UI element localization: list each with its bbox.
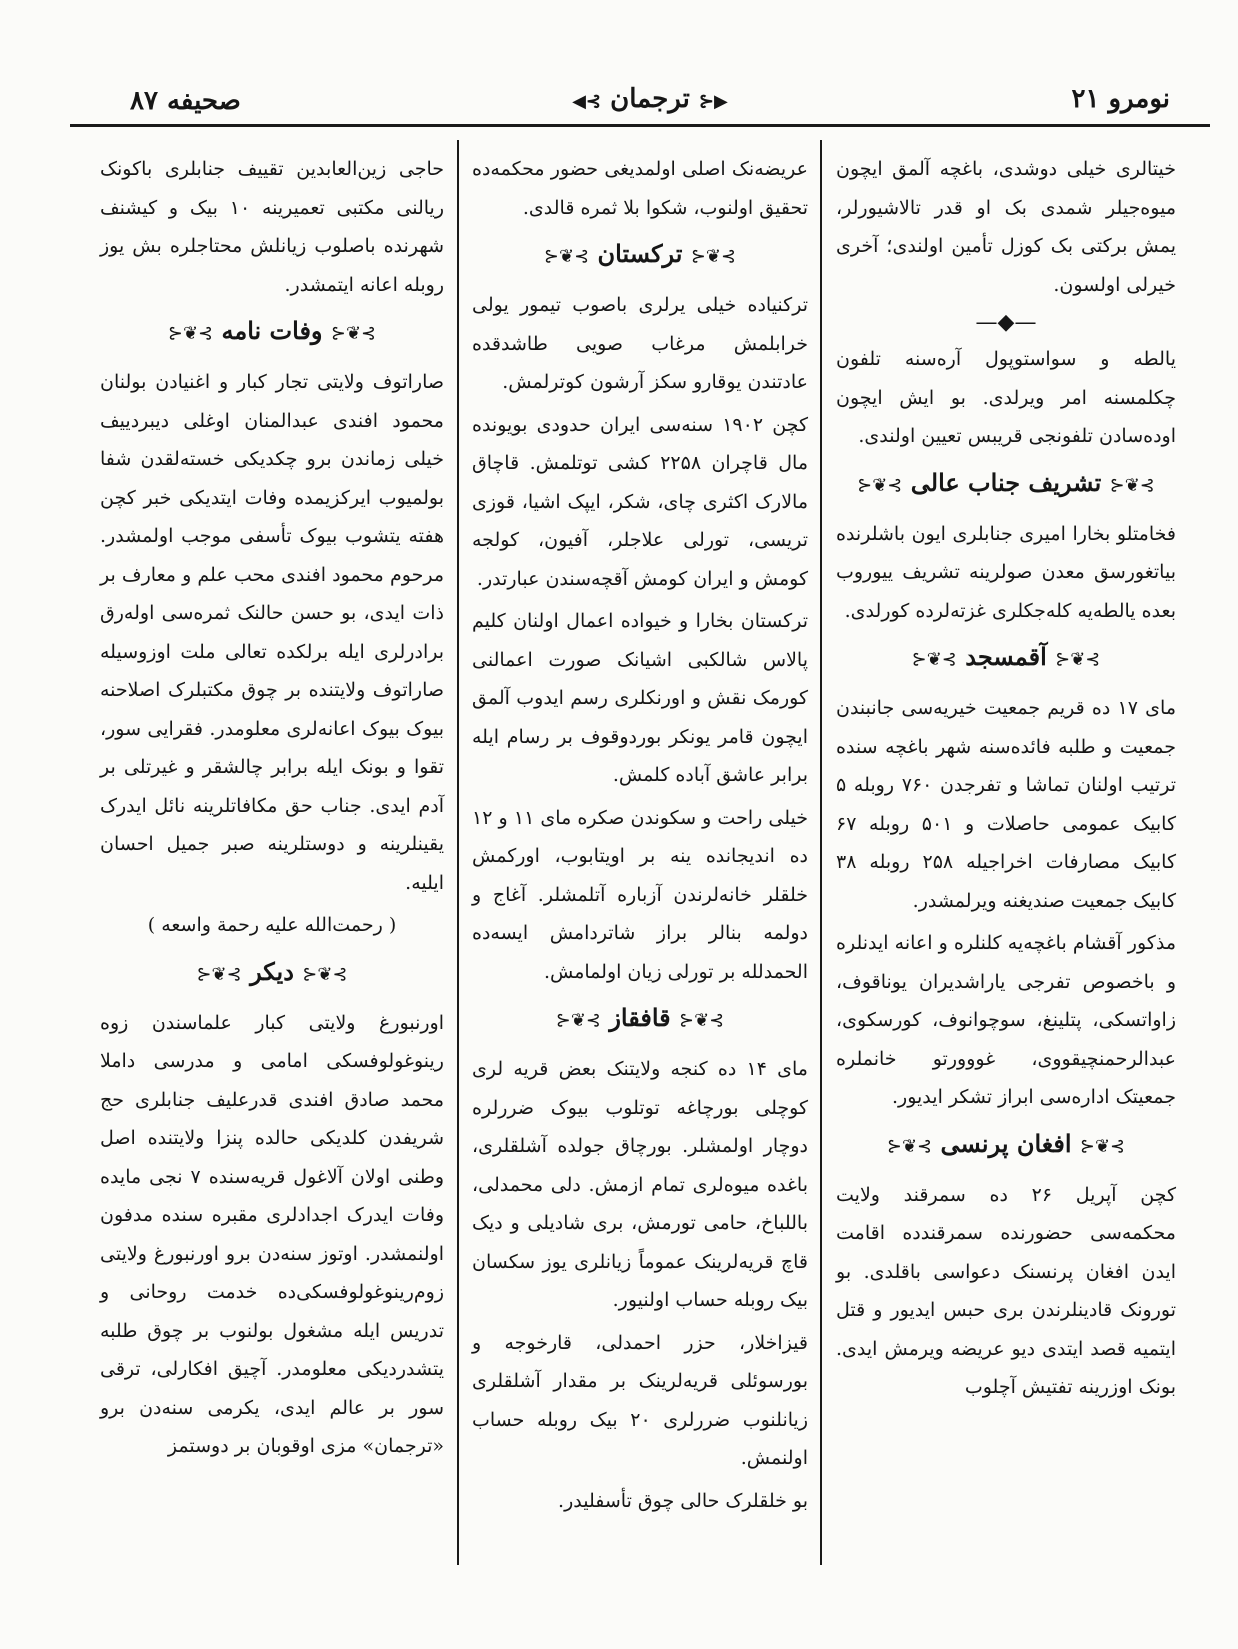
page-header [60,78,1210,126]
column-right [836,150,1176,1411]
heading-ornament: ⊱❦⊰ [857,474,903,496]
article-paragraph: قیزاخلار، حزر احمدلی، قارخوجه و بورسوئلی قریه‌لرینک بر مقدار آشلقلری زیانلنوب ضررلری ۲۰ بیک روبله حساب اولنمش. [472,1331,808,1469]
article-paragraph: مای ۱۴ ده کنجه ولایتنک بعض قریه لری کوچلی بورچاغه توتلوب بیوک ضررلره دوچار اولمشلر. بورچاق جولده آشلقلری، باغده میوه‌لری تمام ازمش. دلی محمدلی، باللباخ، حامی تورمش، بری شادیلی و دیک قاچ قریه‌لرینک عموماً زیانلری یوز سکسان بیک روبله حساب اولنیور. [472,1058,808,1311]
heading-ornament: ⊱❦⊰ [1079,1135,1126,1157]
section-heading [100,951,444,996]
heading-text: دیکر [250,956,294,986]
heading-text: قافقاز [609,1003,671,1032]
article-paragraph: صاراتوف ولایتی تجار کبار و اغنیادن بولنان محمود افندی عبدالمنان اوغلی دیبردییف خیلی زماندن برو چکدیکی خسته‌لقدن شفا بولمیوب ایرکزیمده وفات ایتدیکی خبر کچن هفته یتشوب بیوک تأسفی موجب اولمشدر. مرحوم محمود افندی محب علم و معارف بر ذات ایدی، بو حسن حالنک ثمره‌سی اوله‌رق برادرلری ایله برلکده تعالی ملت اوزوسیله صاراتوف ولایتنده بر چوق مکتبلرک اصلاحنه بیوک بیوک اعانه‌لری معلومدر. فقرایی سور، تقوا و بونک ایله برابر چالشقر و غیرتلی بر آدم ایدی. جناب حق مکافاتلرینه نائل ایدرک یقینلرینه و دوستلرینه صبر جمیل احسان ایلیه. [100,371,444,894]
issue-number: نومرو ۲۱ [1071,84,1170,114]
heading-ornament: ⊱❦⊰ [196,963,242,985]
header-rule [70,124,1210,127]
article-paragraph: ترکستان بخارا و خیواده اعمال اولنان کلیم پالاس شالکبی اشیانک صورت اعمالنی کورمک نقش و اورنکلری رسم ایدوب آلمق ایچون قامر یونکر بوردوقوف بر رسام ایله برابر عاشق آباده کلمش. [472,610,808,786]
article-paragraph: بو خلقلرک حالی چوق تأسفلیدر. [558,1489,808,1512]
article-paragraph: اورنبورغ ولایتی کبار علماسندن زوه رینوغولوفسکی امامی و مدرسی داملا محمد صادق افندی قدرعلیف جنابلری حج شریفدن کلدیکی حالده پنزا ولایتنده اصل وطنی اولان آلاغول قریه‌سنده ۷ نجی مایده وفات ایدرک اجدادلری مقبره سنده مدفون اولنمشدر. اوتوز سنه‌دن برو اورنبورغ ولایتی زوم‌رینوغولوفسکی‌ده خدمت روحانی و تدریس ایله مشغول بولنوب بر چوق طلبه یتشدردیکی معلومدر. آچیق افکارلی، ترقی سور بر عالم ایدی، یکرمی سنه‌دن برو «ترجمان» مزی اوقوبان بر دوستمز [100,1011,445,1457]
heading-ornament: ⊱❦⊰ [167,323,214,344]
article-paragraph: عریضه‌نک اصلی اولمدیغی حضور محکمه‌ده تحقیق اولنوب، شکوا بلا ثمره قالدی. [472,158,808,219]
heading-text: وفات نامه [221,316,323,345]
heading-ornament: ⊱❦⊰ [555,1010,601,1031]
column-left [100,150,444,1470]
article-paragraph: فخامتلو بخارا امیری جنابلری ایون باشلرنده بیاتغورسق معدن صولرینه تشریف ییوروب بعده یالطه‌یه کله‌جکلری غزته‌لرده کورلدی. [836,522,1176,622]
article-paragraph: مای ۱۷ ده قریم جمعیت خیریه‌سی جانبندن جمعیت و طلبه فائده‌سنه شهر باغچه سنده ترتیب اولنان تماشا و تفرجدن ۷۶۰ روبله ۵ کابیک عمومی حاصلات و ۵۰۱ روبله ۶۷ کابیک مصارفات اخراجیله ۲۵۸ روبله ۳۸ کابیک جمعیت صندیغنه ویرلمشدر. [836,697,1176,912]
column-middle [472,150,808,1524]
article-paragraph: خیلی راحت و سکوندن صکره مای ۱۱ و ۱۲ ده اندیجانده ینه بر اویتابوب، اورکمش خلقلر خانه‌لرندن آزباره آتلمشلر. آغاج و دولمه بنالر براز شاتردامش ایسه‌ده الحمدلله بر تورلی زیان اولمامش. [472,806,809,983]
section-heading [472,997,808,1042]
section-heading [472,233,808,278]
heading-text: ترکستان [597,239,683,268]
heading-ornament: ⊱❦⊰ [1109,474,1155,496]
heading-text: افغان پرنسی [940,1128,1072,1158]
heading-text: تشریف جناب عالی [910,467,1102,497]
section-heading [836,1123,1176,1168]
masthead-title: ترجمان [610,84,690,114]
column-divider-left [457,140,459,1565]
page-number: صحیفه ۸۷ [130,86,241,116]
masthead [550,84,750,114]
heading-ornament: ⊱❦⊰ [690,246,737,267]
heading-ornament: ⊱❦⊰ [330,323,377,344]
heading-ornament: ⊱❦⊰ [911,649,957,670]
article-paragraph: کچن ۱۹۰۲ سنه‌سی ایران حدودی بویونده مال قاچران ۲۲۵۸ کشی توتلمش. قاچاق مالارک اکثری چای، شکر، ایپک اشیا، قوزی تریسی، تورلی علاجلر، آفیون، کولجه کومش و ایران کومش آقچه‌سندن عبارتدر. [472,413,808,590]
section-heading [836,462,1176,507]
section-heading [100,310,444,355]
article-paragraph: ترکنیاده خیلی یرلری باصوب تیمور یولی خرابلمش مرغاب صویی طاشدقده عادتندن یوقارو سکز آرشون کوترلمش. [472,294,808,393]
masthead-ornament-right: ⊱▶ [698,91,728,112]
closing-prayer: ( رحمت‌الله علیه رحمة واسعه ) [147,914,397,936]
heading-ornament: ⊱❦⊰ [886,1135,933,1157]
heading-ornament: ⊱❦⊰ [302,963,348,985]
column-divider-right [820,140,822,1565]
section-divider: —◆— [975,310,1037,335]
article-paragraph: حاجی زین‌العابدین تقییف جنابلری باکونک ریالنی مکتبی تعمیرینه ۱۰ بیک و کیشنف شهرنده باصلوب زیانلش محتاجلره بش یوز روبله اعانه ایتمشدر. [100,158,444,296]
heading-ornament: ⊱❦⊰ [679,1010,725,1031]
heading-ornament: ⊱❦⊰ [543,246,590,267]
article-paragraph: یالطه و سواستوپول آره‌سنه تلفون چکلمسنه امر ویرلدی. بو ایش ایچون اوده‌سادن تلفونجی قریبس تعیین اولندی. [836,348,1176,447]
heading-text: آقمسجد [965,642,1047,671]
article-paragraph: مذکور آقشام باغچه‌یه کلنلره و اعانه ایدنلره و باخصوص تفرجی یاراشدیران یوناقوف، زاواتسکی، پتلینغ، سوچوانوف، کورسکوی، عبدالرحمنچیقووی، غووورتو خانملره جمعیتک اداره‌سی ابراز تشکر ایدیور. [836,932,1176,1108]
heading-ornament: ⊱❦⊰ [1055,649,1101,670]
article-paragraph: کچن آپریل ۲۶ ده سمرقند ولایت محکمه‌سی حضورنده سمرقندده اقامت ایدن افغان پرنسنک دعواسی باقلدی. بو تورونک قادینلرندن بری حبس ایدیور و قتل ایتمیه قصد ایتدی دیو عریضه ویرمش ایدی. بونک اوزرینه تفتیش آچلوب [836,1183,1176,1398]
article-paragraph: خیتالری خیلی دوشدی، باغچه آلمق ایچون میوه‌جیلر شمدی بک او قدر تالاشیورلر، یمش برکتی بک کوزل تأمین اولندی؛ آخری خیرلی اولسون. [836,158,1176,296]
masthead-ornament-left: ◀⊰ [572,91,602,112]
section-heading [836,636,1176,681]
